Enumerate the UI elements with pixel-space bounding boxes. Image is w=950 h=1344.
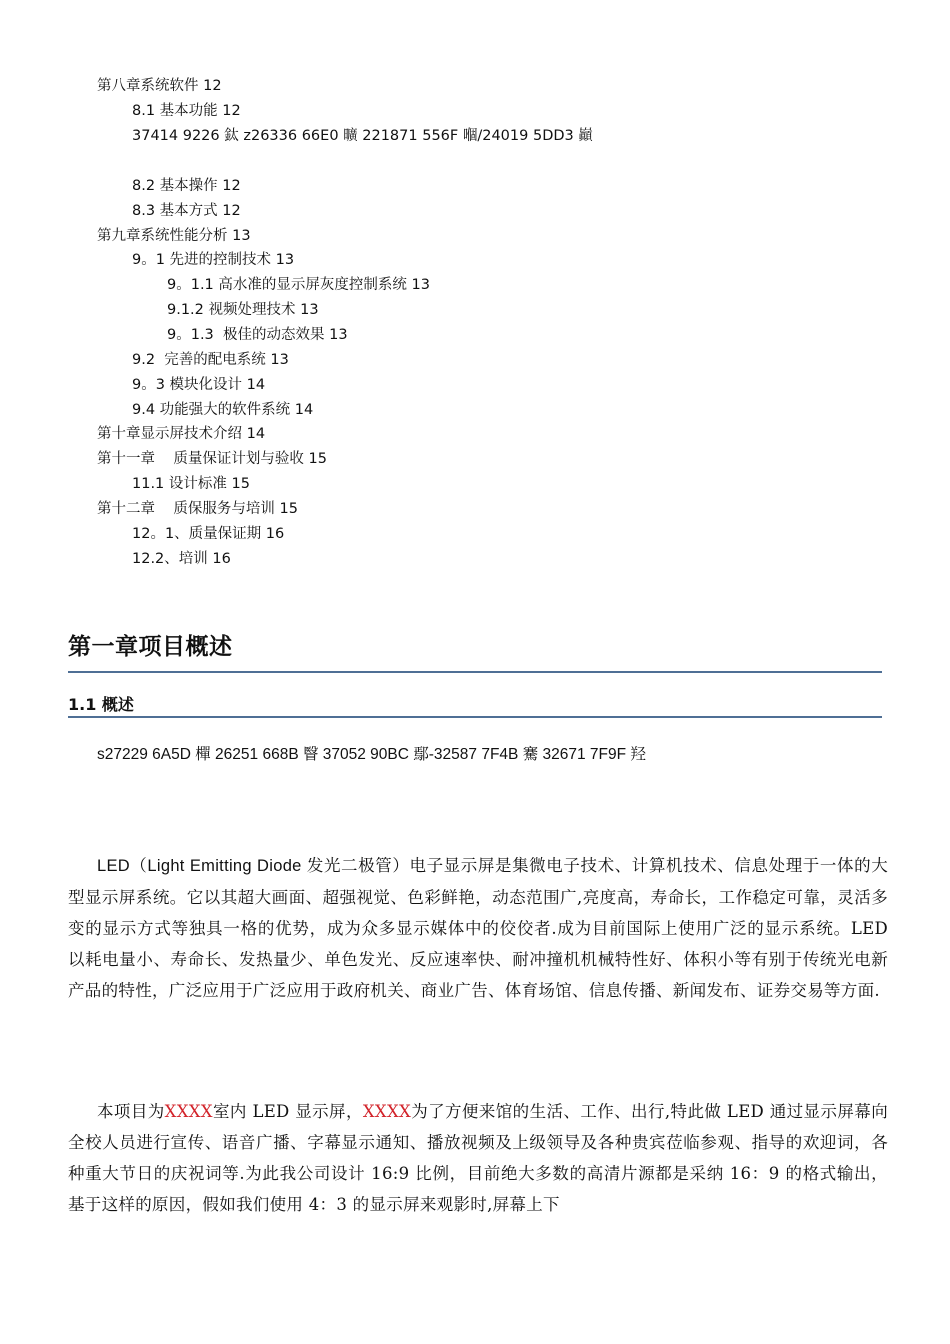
- body-paragraph-led-intro: [68, 850, 888, 1006]
- toc-entry[interactable]: 9.2 完善的配电系统 13: [132, 352, 289, 368]
- toc-entry: 37414 9226 鈦 z26336 66E0 曠 221871 556F 嗰/24019 5DD3 巓: [132, 128, 593, 144]
- section-rule: [68, 716, 882, 718]
- paragraph-text: 本项目为: [97, 1102, 165, 1121]
- toc-entry[interactable]: 第十二章 质保服务与培训 15: [97, 501, 298, 517]
- heading-rule: [68, 671, 882, 673]
- toc-entry[interactable]: 8.3 基本方式 12: [132, 203, 241, 219]
- body-paragraph-project: [68, 1096, 888, 1220]
- toc-entry[interactable]: 第八章系统软件 12: [97, 78, 222, 94]
- garbled-field-code-line: s27229 6A5D 樿 26251 668B 瞖 37052 90BC 鄢-32587 7F4B 騫 32671 7F9F 羟: [97, 746, 646, 763]
- paragraph-text: 电子显示屏是集微电子技术、计算机技术、信息处理于一体的大型显示屏系统。它以其超大画面、超强视觉、色彩鲜艳，动态范围广,亮度高，寿命长，工作稳定可靠，灵活多变的显示方式等独具一格的优势，成为众多显示媒体中的佼佼者.成为目前国际上使用广泛的显示系统。LED 以耗电量小、寿命长、发热量少、单色发光、反应速率快、耐冲撞机机械特性好、体积小等有别于传统光电新产品的特性，广泛应用于广泛应用于政府机关、商业广告、体育场馆、信息传播、新闻发布、证券交易等方面.: [68, 856, 888, 1000]
- paragraph-text: 为了方便来馆的生活、工作、出行,特此做 LED 通过显示屏幕向全校人员进行宣传、语音广播、字幕显示通知、播放视频及上级领导及各种贵宾莅临参观、指导的欢迎词，各种重大节日的庆祝词等.为此我公司设计 16:9 比例，目前绝大多数的高清片源都是采纳 16：9 的格式输出，基于这样的原因，假如我们使用 4：3 的显示屏来观影时,屏幕上下: [68, 1102, 889, 1214]
- placeholder-text: XXXX: [164, 1102, 213, 1121]
- section-heading: 1.1 概述: [68, 695, 134, 714]
- toc-entry[interactable]: 第九章系统性能分析 13: [97, 228, 251, 244]
- toc-entry[interactable]: 8.2 基本操作 12: [132, 178, 241, 194]
- chapter-heading: 第一章项目概述: [68, 634, 233, 660]
- toc-entry[interactable]: 12。1、质量保证期 16: [132, 526, 285, 542]
- toc-entry[interactable]: 9。3 模块化设计 14: [132, 377, 266, 393]
- toc-entry[interactable]: 第十一章 质量保证计划与验收 15: [97, 451, 327, 467]
- paragraph-lead: LED（Light Emitting Diode 发光二极管）: [97, 857, 410, 875]
- toc-entry[interactable]: 11.1 设计标准 15: [132, 476, 250, 492]
- toc-entry[interactable]: 9。1.3 极佳的动态效果 13: [167, 327, 348, 343]
- placeholder-text: XXXX: [362, 1102, 412, 1121]
- toc-entry[interactable]: 8.1 基本功能 12: [132, 103, 241, 119]
- toc-entry[interactable]: 9。1.1 高水准的显示屏灰度控制系统 13: [167, 277, 430, 293]
- toc-entry[interactable]: 9.1.2 视频处理技术 13: [167, 302, 319, 318]
- toc-entry[interactable]: 9。1 先进的控制技术 13: [132, 252, 295, 268]
- paragraph-text: 室内 LED 显示屏，: [212, 1102, 363, 1121]
- toc-entry[interactable]: 第十章显示屏技术介绍 14: [97, 426, 266, 442]
- toc-entry[interactable]: 12.2、培训 16: [132, 551, 231, 567]
- toc-entry[interactable]: 9.4 功能强大的软件系统 14: [132, 402, 314, 418]
